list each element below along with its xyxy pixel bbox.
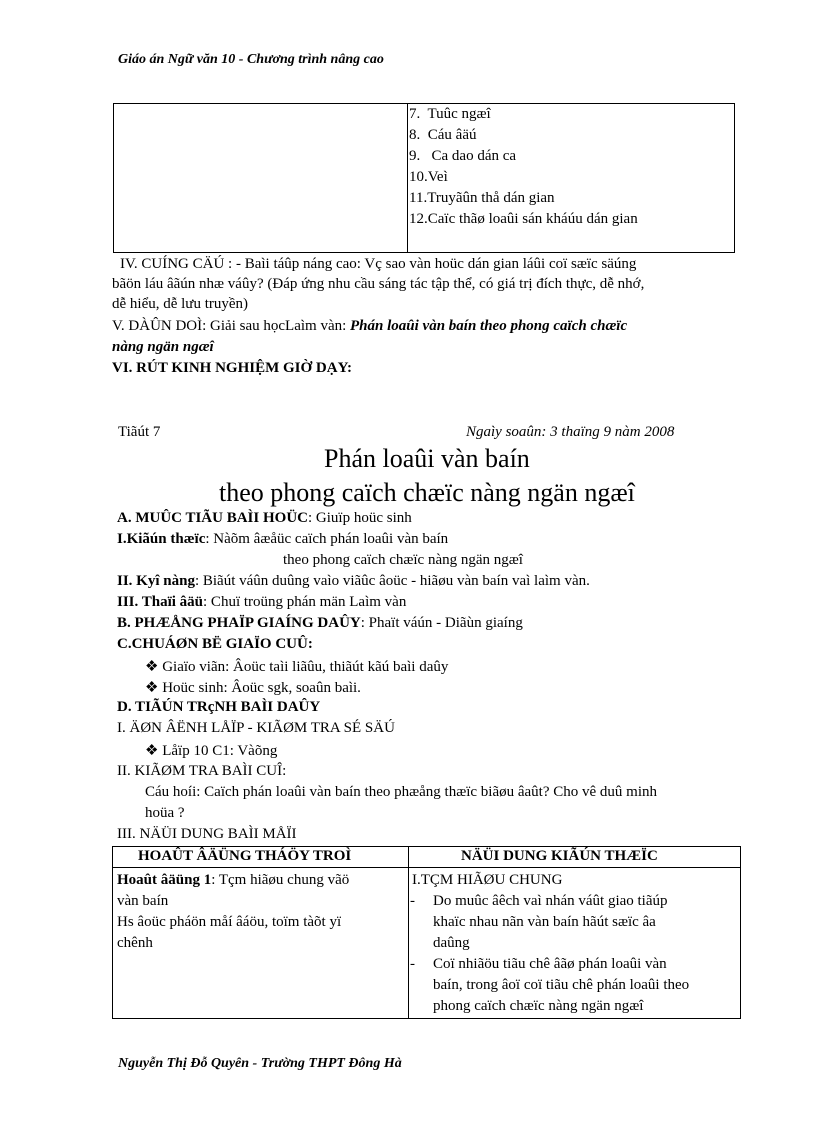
list-item bbox=[409, 127, 476, 144]
bullet-text: Giaïo viãn: Âoüc taìi liãûu, thiãút kãú baìi daûy bbox=[162, 659, 449, 675]
kien-thuc bbox=[117, 531, 448, 548]
on-dinh: I. ÄØN ÂËNH LÅÏP - KIÃØM TRA SÉ SÄÚ bbox=[117, 720, 395, 736]
item-text: Tuûc ngæî bbox=[427, 106, 491, 122]
thai-do-label: III. Thaïi âäü bbox=[117, 594, 204, 610]
item-text: Cáu âäú bbox=[427, 127, 477, 143]
diamond-bullet-icon: ❖ bbox=[145, 743, 159, 759]
section-b bbox=[117, 615, 523, 632]
section-a-rest: : Giuïp hoüc sinh bbox=[308, 510, 412, 526]
kien-thuc-rest: : Nàõm âæåüc caïch phán loaûi vàn baín bbox=[205, 531, 449, 547]
noi-dung: III. NÄÜI DUNG BAÌI MÅÏI bbox=[117, 826, 297, 842]
ky-nang bbox=[117, 573, 590, 590]
content-line: daûng bbox=[433, 935, 470, 951]
dan-do-prefix: V. DÀÛN DOÌ: Giải sau họcLaìm vàn: bbox=[112, 318, 351, 334]
list-item bbox=[409, 169, 448, 186]
cau-hoi-line2: hoüa ? bbox=[145, 805, 185, 821]
rut-kinh-nghiem: VI. RÚT KINH NGHIỆM GIỜ DẠY: bbox=[112, 360, 353, 376]
item-num: 10. bbox=[409, 169, 428, 185]
content-item bbox=[412, 891, 734, 954]
section-d: D. TIÃÚN TRçNH BAÌI DAÛY bbox=[117, 699, 321, 715]
page-footer: Nguyễn Thị Đỗ Quyên - Trường THPT Đông Hà bbox=[118, 1056, 402, 1071]
content-title: I.TÇM HIÃØU CHUNG bbox=[412, 872, 563, 888]
table-left-cell bbox=[117, 870, 403, 954]
activity-rest: : Tçm hiãøu chung vãö bbox=[211, 872, 350, 888]
diamond-bullet-icon: ❖ bbox=[145, 659, 159, 675]
activity-line3: Hs âoüc pháön måí âáöu, toïm tàõt yï bbox=[117, 914, 342, 930]
dash-bullet-icon: - bbox=[410, 956, 415, 972]
item-num: 7. bbox=[409, 106, 421, 122]
activity-heading bbox=[117, 870, 403, 891]
date-label: Ngaìy soaûn: 3 thaïng 9 nàm 2008 bbox=[466, 424, 675, 440]
item-num: 9. bbox=[409, 148, 421, 164]
item-text: Caïc thãø loaûi sán kháúu dán gian bbox=[427, 211, 638, 227]
cung-co-line3: dễ hiểu, dễ lưu truyền) bbox=[112, 296, 249, 312]
item-num: 12. bbox=[409, 211, 428, 227]
bullet-text: Hoüc sinh: Âoüc sgk, soaûn baìi. bbox=[162, 680, 361, 696]
section-c: C.CHUÁØN BË GIAÏO CUÛ: bbox=[117, 636, 313, 652]
list-item bbox=[409, 106, 491, 123]
content-line: Coï nhiãöu tiãu chê âãø phán loaûi vàn bbox=[433, 956, 667, 972]
section-a-label: A. MUÛC TIÃU BAÌI HOÜC bbox=[117, 510, 308, 526]
list-item bbox=[409, 148, 516, 165]
bullet-item bbox=[145, 678, 361, 697]
item-num: 8. bbox=[409, 127, 421, 143]
content-item bbox=[412, 954, 734, 1017]
page-title: Phán loaûi vàn baín bbox=[324, 444, 530, 473]
diamond-bullet-icon: ❖ bbox=[145, 680, 159, 696]
dan-do-line1 bbox=[112, 318, 627, 335]
table-head-right: NÄÜI DUNG KIÃÚN THÆÏC bbox=[461, 848, 658, 864]
bullet-text: Låïp 10 C1: Vàõng bbox=[162, 743, 278, 759]
cung-co-line1: IV. CUÍNG CÄÚ : - Baìi táûp náng cao: Vç sao vàn hoüc dán gian láûi coï sæïc säúng bbox=[120, 256, 637, 272]
item-text: Truyãûn thå dán gian bbox=[427, 190, 555, 206]
content-line: phong caïch chæïc nàng ngän ngæî bbox=[433, 998, 644, 1014]
list-item bbox=[409, 190, 555, 207]
content-line: Do muûc âêch vaì nhán váût giao tiãúp bbox=[433, 893, 668, 909]
activity-label: Hoaût âäüng 1 bbox=[117, 872, 212, 888]
kiem-tra: II. KIÃØM TRA BAÌI CUÎ: bbox=[117, 763, 287, 779]
thai-do bbox=[117, 594, 406, 611]
page-header: Giáo án Ngữ văn 10 - Chương trình nâng cao bbox=[118, 52, 384, 67]
list-item bbox=[409, 211, 638, 228]
dash-bullet-icon: - bbox=[410, 893, 415, 909]
table-right-cell bbox=[412, 870, 734, 1017]
section-a bbox=[117, 510, 412, 527]
kien-thuc-label: I.Kiãún thæïc bbox=[117, 531, 206, 547]
dan-do-bold: Phán loaûi vàn baín theo phong caïch chæïc bbox=[350, 318, 628, 334]
ky-nang-rest: : Biãút váûn duûng vaìo viãûc âoüc - hiãøu vàn baín vaì laìm vàn. bbox=[194, 573, 590, 589]
kien-thuc-line2: theo phong caïch chæïc nàng ngän ngæî bbox=[283, 552, 523, 568]
item-text: Veì bbox=[427, 169, 448, 185]
ky-nang-label: II. Kyî nàng bbox=[117, 573, 195, 589]
cau-hoi-line1: Cáu hoíi: Caïch phán loaûi vàn baín theo phæång thæïc biãøu âaût? Cho vê duû minh bbox=[145, 784, 657, 800]
section-b-rest: : Phaït váún - Diãùn giaíng bbox=[360, 615, 523, 631]
activity-line2: vàn baín bbox=[117, 893, 169, 909]
lesson-table-divider bbox=[408, 846, 409, 1018]
bullet-item bbox=[145, 741, 277, 760]
table-head-left: HOAÛT ÂÄÜNG THÁÖY TROÌ bbox=[138, 848, 352, 864]
bullet-item bbox=[145, 657, 448, 676]
tiet-label: Tiãút 7 bbox=[118, 424, 161, 440]
cung-co-line2: bãön láu âãún nhæ váûy? (Đáp ứng nhu cầu sáng tác tập thể, có giá trị đích thực, dễ nhớ, bbox=[112, 276, 645, 292]
page-subtitle: theo phong caïch chæïc nàng ngän ngæî bbox=[219, 478, 635, 507]
item-text: Ca dao dán ca bbox=[431, 148, 517, 164]
content-line: baín, trong âoï coï tiãu chê phán loaûi theo bbox=[433, 977, 690, 993]
dan-do-line2: nàng ngän ngæî bbox=[112, 339, 214, 355]
thai-do-rest: : Chuï troüng phán män Laìm vàn bbox=[203, 594, 407, 610]
lesson-table-header-line bbox=[112, 867, 740, 868]
section-b-label: B. PHÆÅNG PHAÏP GIAÍNG DAÛY bbox=[117, 615, 361, 631]
item-num: 11. bbox=[409, 190, 428, 206]
content-line: khaïc nhau nãn vàn baín hãút sæïc âa bbox=[433, 914, 656, 930]
top-table-divider bbox=[407, 103, 408, 252]
activity-line4: chênh bbox=[117, 935, 153, 951]
